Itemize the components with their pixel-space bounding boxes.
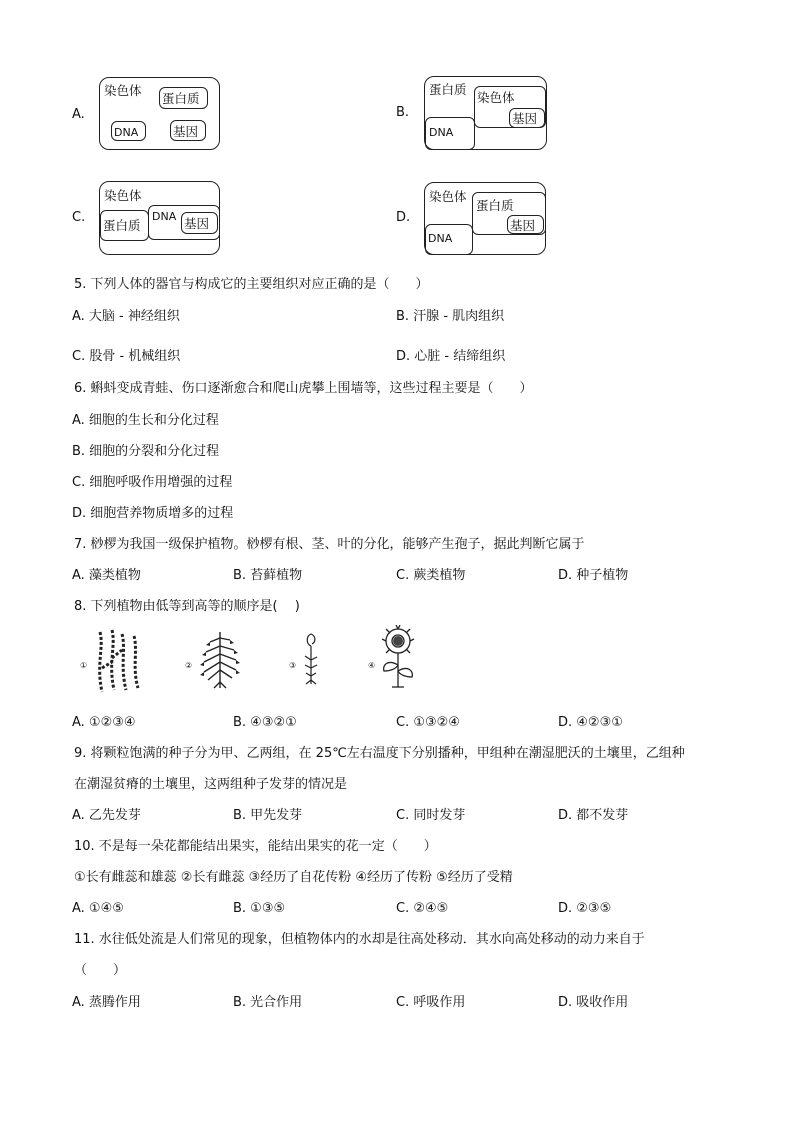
diagram-d-box-protein [472,192,546,235]
diagram-c-dna-label: DNA [152,210,177,223]
q8-stem: 8. 下列植物由低等到高等的顺序是( ) [74,599,300,614]
diagram-b-box-chromosome [474,86,546,128]
q9-stem-line2: 在潮湿贫瘠的土壤里，这两组种子发芽的情况是 [74,777,348,792]
diagram-d-protein-label: 蛋白质 [476,198,514,213]
diagram-c [99,181,220,255]
moss-plant-icon [300,630,322,686]
q9-stem-line1: 9. 将颗粒饱满的种子分为甲、乙两组，在 25℃左右温度下分别播种，甲组种在潮湿肥沃的土壤里，乙组种 [74,746,685,761]
algae-plant-icon [92,628,144,694]
q6-stem: 6. 蝌蚪变成青蛙、伤口逐渐愈合和爬山虎攀上围墙等，这些过程主要是（ ） [74,381,533,396]
q5-option-b: B. 汗腺 - 肌肉组织 [396,309,505,324]
option-c-letter: C. [72,210,86,225]
q11-option-d: D. 吸收作用 [558,995,629,1010]
q9-option-b: B. 甲先发芽 [233,808,303,823]
diagram-a-dna-label: DNA [114,126,139,139]
plant-2-label: ② [185,661,193,670]
q9-option-a: A. 乙先发芽 [72,808,141,823]
q11-stem-line2: （ ） [74,963,127,978]
fern-plant-icon [198,628,242,690]
plant-3-label: ③ [289,661,297,670]
diagram-b-box-gene [509,108,545,128]
q10-items: ①长有雌蕊和雄蕊 ②长有雌蕊 ③经历了自花传粉 ④经历了传粉 ⑤经历了受精 [74,870,513,885]
q6-option-a: A. 细胞的生长和分化过程 [72,413,219,428]
q5-option-d: D. 心脏 - 结缔组织 [396,349,506,364]
q6-option-d: D. 细胞营养物质增多的过程 [72,506,234,521]
q11-option-b: B. 光合作用 [233,995,303,1010]
q7-stem: 7. 桫椤为我国一级保护植物。桫椤有根、茎、叶的分化，能够产生孢子，据此判断它属于 [74,537,585,552]
diagram-d-box-dna [425,224,473,255]
plant-1-label: ① [80,661,88,670]
diagram-b [424,76,547,150]
diagram-a-protein-label: 蛋白质 [162,91,200,106]
diagram-d-outer-label: 染色体 [429,189,467,204]
diagram-a-box-dna [111,121,146,141]
q7-option-b: B. 苔藓植物 [233,568,303,583]
diagram-c-protein-label: 蛋白质 [103,218,141,233]
q6-option-b: B. 细胞的分裂和分化过程 [72,444,220,459]
option-d-letter: D. [396,210,411,225]
q5-stem: 5. 下列人体的器官与构成它的主要组织对应正确的是（ ） [74,277,429,292]
q9-option-c: C. 同时发芽 [396,808,466,823]
diagram-d-box-gene [507,215,544,234]
q8-option-b: B. ④③②① [233,715,297,730]
q8-option-a: A. ①②③④ [72,715,136,730]
q9-option-d: D. 都不发芽 [558,808,629,823]
q11-option-a: A. 蒸腾作用 [72,995,141,1010]
q7-option-c: C. 蕨类植物 [396,568,466,583]
diagram-d [424,182,546,255]
option-a-letter: A. [72,107,85,122]
q5-option-a: A. 大脑 - 神经组织 [72,309,180,324]
q8-option-c: C. ①③②④ [396,715,460,730]
plant-4-label: ④ [368,661,376,670]
q11-stem-line1: 11. 水往低处流是人们常见的现象，但植物体内的水却是往高处移动．其水向高处移动的动力来自于 [74,932,645,947]
diagram-d-dna-label: DNA [428,232,453,245]
diagram-a-gene-label: 基因 [173,124,199,139]
diagram-b-chromosome-label: 染色体 [477,90,515,105]
q10-option-b: B. ①③⑤ [233,901,286,916]
q7-option-a: A. 藻类植物 [72,568,141,583]
q10-option-c: C. ②④⑤ [396,901,449,916]
q8-option-d: D. ④②③① [558,715,623,730]
diagram-b-box-dna [425,117,475,150]
q6-option-c: C. 细胞呼吸作用增强的过程 [72,475,233,490]
q10-option-a: A. ①④⑤ [72,901,124,916]
diagram-b-gene-label: 基因 [512,111,538,126]
q7-option-d: D. 种子植物 [558,568,629,583]
diagram-c-gene-label: 基因 [184,216,210,231]
option-b-letter: B. [396,105,410,120]
diagram-a-outer-label: 染色体 [104,83,142,98]
q5-option-c: C. 股骨 - 机械组织 [72,349,181,364]
q11-option-c: C. 呼吸作用 [396,995,466,1010]
diagram-c-outer-label: 染色体 [104,188,142,203]
diagram-a [99,77,220,150]
diagram-b-dna-label: DNA [429,126,454,139]
diagram-b-outer-label: 蛋白质 [429,82,467,97]
diagram-c-box-gene [181,212,218,234]
diagram-d-gene-label: 基因 [510,218,536,233]
diagram-c-box-dna [148,205,220,240]
q10-stem: 10. 不是每一朵花都能结出果实，能结出果实的花一定（ ） [74,839,437,854]
diagram-a-box-protein [159,87,208,109]
q10-option-d: D. ②③⑤ [558,901,612,916]
sunflower-plant-icon [378,625,418,689]
diagram-a-box-gene [170,120,206,141]
diagram-c-box-protein [100,210,149,241]
